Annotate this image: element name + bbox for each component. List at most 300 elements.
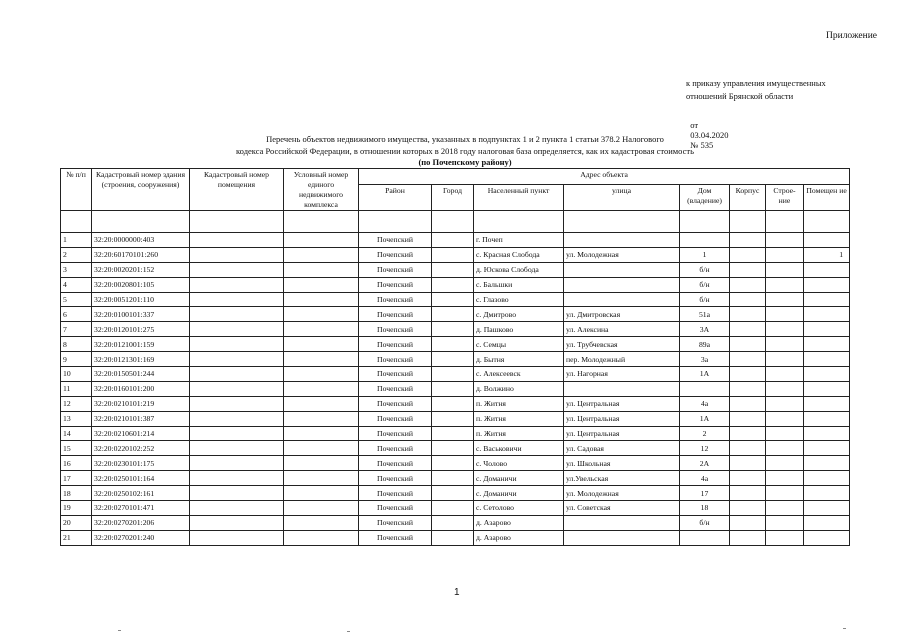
cell-settlement: с. Доманичи: [474, 471, 564, 486]
table-row: [61, 307, 850, 322]
cell-row-number: 18: [61, 486, 92, 501]
header-korpus: Корпус: [730, 184, 766, 210]
cell-building: [766, 411, 804, 426]
cell-house: 2: [680, 426, 730, 441]
cell-row-number: 5: [61, 292, 92, 307]
cell-house: 12: [680, 441, 730, 456]
cell-room: [804, 441, 850, 456]
cell-room-cadastral-number: [190, 441, 284, 456]
cell-room: [804, 367, 850, 382]
cell-district: Почепский: [359, 233, 432, 248]
cell-cadastral-number: 32:20:0020201:152: [92, 262, 190, 277]
cell-korpus: [730, 456, 766, 471]
cell-settlement: д. Пашково: [474, 322, 564, 337]
header-building: Строе-ние: [766, 184, 804, 210]
scan-artifact: [843, 628, 846, 629]
table-row: [61, 426, 850, 441]
table-row: [61, 277, 850, 292]
document-title-line-3: (по Почепскому району): [418, 157, 512, 167]
table-row: [61, 262, 850, 277]
cell-room: [804, 352, 850, 367]
cell-conditional-number: [284, 367, 359, 382]
cell-street: ул. Центральная: [564, 426, 680, 441]
table-row: [61, 486, 850, 501]
table-row: [61, 411, 850, 426]
cell-room: 1: [804, 247, 850, 262]
cell-district: Почепский: [359, 292, 432, 307]
cell-street: [564, 381, 680, 396]
cell-cadastral-number: 32:20:0121001:159: [92, 337, 190, 352]
cell-building: [766, 247, 804, 262]
table-row: [61, 396, 850, 411]
table-row: [61, 292, 850, 307]
cell-district: Почепский: [359, 530, 432, 545]
cell-house: 1А: [680, 367, 730, 382]
cell-row-number: 12: [61, 396, 92, 411]
cell-settlement: с. Алексеевск: [474, 367, 564, 382]
header-conditional-number: Условный номер единого недвижимого комплекса: [284, 169, 359, 211]
cell-house: б/н: [680, 262, 730, 277]
cell-cadastral-number: 32:20:0150501:244: [92, 367, 190, 382]
cell-row-number: 2: [61, 247, 92, 262]
cell-house: 4а: [680, 471, 730, 486]
cell-room-cadastral-number: [190, 247, 284, 262]
cell-cadastral-number: 32:20:0250101:164: [92, 471, 190, 486]
cell-street: ул. Школьная: [564, 456, 680, 471]
cell-building: [766, 381, 804, 396]
cell-district: Почепский: [359, 381, 432, 396]
cell-korpus: [730, 322, 766, 337]
cell-conditional-number: [284, 292, 359, 307]
cell-district: Почепский: [359, 426, 432, 441]
cell-cadastral-number: 32:20:0270201:206: [92, 515, 190, 530]
cell-room-cadastral-number: [190, 337, 284, 352]
cell-settlement: с. Сетолово: [474, 501, 564, 516]
cell-city: [432, 456, 474, 471]
cell-building: [766, 307, 804, 322]
cell-building: [766, 441, 804, 456]
cell-district: Почепский: [359, 322, 432, 337]
cell-room: [804, 515, 850, 530]
cell-settlement: п. Житня: [474, 426, 564, 441]
cell-conditional-number: [284, 233, 359, 248]
cell-district: Почепский: [359, 515, 432, 530]
cell-cadastral-number: 32:20:0210101:387: [92, 411, 190, 426]
table-row: [61, 441, 850, 456]
cell-settlement: д. Бытня: [474, 352, 564, 367]
cell-room: [804, 292, 850, 307]
cell-district: Почепский: [359, 277, 432, 292]
cell-city: [432, 441, 474, 456]
cell-city: [432, 501, 474, 516]
cell-street: ул. Трубчевская: [564, 337, 680, 352]
cell-district: Почепский: [359, 262, 432, 277]
cell-conditional-number: [284, 441, 359, 456]
cell-house: [680, 530, 730, 545]
cell-cadastral-number: 32:20:0020801:105: [92, 277, 190, 292]
cell-city: [432, 471, 474, 486]
table-row: [61, 515, 850, 530]
header-room: Помещен ие: [804, 184, 850, 210]
cell-room: [804, 262, 850, 277]
page-number: 1: [454, 587, 460, 598]
cell-building: [766, 471, 804, 486]
cell-settlement: д. Юскова Слобода: [474, 262, 564, 277]
cell-cadastral-number: 32:20:0160101:200: [92, 381, 190, 396]
cell-room-cadastral-number: [190, 486, 284, 501]
header-address: Адрес объекта: [359, 169, 850, 185]
cell-district: Почепский: [359, 471, 432, 486]
cell-house: б/н: [680, 292, 730, 307]
cell-room-cadastral-number: [190, 456, 284, 471]
cell-district: Почепский: [359, 247, 432, 262]
cell-conditional-number: [284, 352, 359, 367]
order-line-2: отношений Брянской области: [686, 91, 794, 101]
cell-conditional-number: [284, 471, 359, 486]
cell-row-number: 20: [61, 515, 92, 530]
cell-street: [564, 233, 680, 248]
cell-row-number: 21: [61, 530, 92, 545]
header-city: Город: [432, 184, 474, 210]
cell-room: [804, 307, 850, 322]
cell-house: 3а: [680, 352, 730, 367]
cell-settlement: с. Васьковичи: [474, 441, 564, 456]
cell-room: [804, 530, 850, 545]
cell-row-number: 10: [61, 367, 92, 382]
scan-artifact: [347, 631, 350, 632]
cell-house: 17: [680, 486, 730, 501]
table-row: [61, 471, 850, 486]
cell-cadastral-number: 32:20:0270101:471: [92, 501, 190, 516]
cell-street: ул. Центральная: [564, 411, 680, 426]
cell-korpus: [730, 292, 766, 307]
cell-street: ул. Дмитровская: [564, 307, 680, 322]
cell-building: [766, 501, 804, 516]
table-row: [61, 337, 850, 352]
cell-row-number: 19: [61, 501, 92, 516]
cell-conditional-number: [284, 501, 359, 516]
cell-row-number: 14: [61, 426, 92, 441]
cell-building: [766, 530, 804, 545]
cell-settlement: д. Азарово: [474, 515, 564, 530]
cell-building: [766, 233, 804, 248]
cell-conditional-number: [284, 456, 359, 471]
cell-room-cadastral-number: [190, 381, 284, 396]
cell-house: 3А: [680, 322, 730, 337]
cell-room-cadastral-number: [190, 352, 284, 367]
cell-conditional-number: [284, 381, 359, 396]
cell-row-number: 11: [61, 381, 92, 396]
cell-city: [432, 381, 474, 396]
cell-row-number: 7: [61, 322, 92, 337]
cell-building: [766, 456, 804, 471]
cell-conditional-number: [284, 307, 359, 322]
table-row: [61, 322, 850, 337]
cell-row-number: 3: [61, 262, 92, 277]
cell-city: [432, 233, 474, 248]
cell-city: [432, 307, 474, 322]
cell-street: ул. Молодежная: [564, 247, 680, 262]
cell-row-number: 16: [61, 456, 92, 471]
cell-cadastral-number: 32:20:0270201:240: [92, 530, 190, 545]
cell-street: [564, 530, 680, 545]
cell-settlement: п. Житня: [474, 396, 564, 411]
cell-city: [432, 322, 474, 337]
cell-korpus: [730, 307, 766, 322]
cell-city: [432, 262, 474, 277]
cell-city: [432, 337, 474, 352]
cell-room: [804, 322, 850, 337]
cell-district: Почепский: [359, 307, 432, 322]
cell-cadastral-number: 32:20:60170101:260: [92, 247, 190, 262]
cell-building: [766, 262, 804, 277]
cell-building: [766, 352, 804, 367]
cell-city: [432, 367, 474, 382]
cell-room-cadastral-number: [190, 411, 284, 426]
cell-korpus: [730, 441, 766, 456]
cell-house: [680, 381, 730, 396]
cell-city: [432, 411, 474, 426]
cell-house: б/н: [680, 277, 730, 292]
cell-city: [432, 247, 474, 262]
cell-room-cadastral-number: [190, 322, 284, 337]
cell-cadastral-number: 32:20:0250102:161: [92, 486, 190, 501]
cell-settlement: с. Бальшки: [474, 277, 564, 292]
cell-row-number: 17: [61, 471, 92, 486]
cell-korpus: [730, 352, 766, 367]
cell-room: [804, 486, 850, 501]
header-house: Дом (владение): [680, 184, 730, 210]
cell-korpus: [730, 501, 766, 516]
table-row: [61, 247, 850, 262]
cell-district: Почепский: [359, 501, 432, 516]
cell-conditional-number: [284, 262, 359, 277]
cell-row-number: 1: [61, 233, 92, 248]
property-table: [60, 168, 850, 546]
table-row: [61, 530, 850, 545]
cell-korpus: [730, 515, 766, 530]
cell-house: б/н: [680, 515, 730, 530]
cell-street: ул. Советская: [564, 501, 680, 516]
cell-street: [564, 277, 680, 292]
cell-row-number: 13: [61, 411, 92, 426]
cell-city: [432, 426, 474, 441]
cell-cadastral-number: 32:20:0100101:337: [92, 307, 190, 322]
cell-settlement: с. Красная Слобода: [474, 247, 564, 262]
cell-room: [804, 396, 850, 411]
table-row: [61, 456, 850, 471]
cell-house: 51а: [680, 307, 730, 322]
cell-korpus: [730, 247, 766, 262]
cell-room-cadastral-number: [190, 262, 284, 277]
cell-korpus: [730, 277, 766, 292]
cell-row-number: 9: [61, 352, 92, 367]
cell-building: [766, 396, 804, 411]
cell-conditional-number: [284, 337, 359, 352]
cell-room: [804, 233, 850, 248]
cell-room: [804, 411, 850, 426]
cell-cadastral-number: 32:20:0000000:403: [92, 233, 190, 248]
date-prefix: от: [690, 120, 699, 130]
table-row: [61, 233, 850, 248]
cell-room: [804, 337, 850, 352]
cell-building: [766, 367, 804, 382]
cell-room: [804, 501, 850, 516]
cell-city: [432, 515, 474, 530]
cell-settlement: с. Семцы: [474, 337, 564, 352]
cell-building: [766, 426, 804, 441]
cell-district: Почепский: [359, 396, 432, 411]
cell-city: [432, 486, 474, 501]
table-row: [61, 501, 850, 516]
cell-district: Почепский: [359, 367, 432, 382]
table-row: [61, 381, 850, 396]
table-row: [61, 352, 850, 367]
cell-settlement: д. Волжино: [474, 381, 564, 396]
cell-room-cadastral-number: [190, 426, 284, 441]
table-row: [61, 367, 850, 382]
cell-room-cadastral-number: [190, 501, 284, 516]
cell-house: 2А: [680, 456, 730, 471]
cell-settlement: п. Житня: [474, 411, 564, 426]
cell-korpus: [730, 530, 766, 545]
cell-settlement: с. Доманичи: [474, 486, 564, 501]
cell-room: [804, 456, 850, 471]
cell-korpus: [730, 396, 766, 411]
document-title-line-2: кодекса Российской Федерации, в отношении которых в 2018 году налоговая база определяется, как их кадастровая стоимость: [235, 146, 694, 156]
cell-settlement: г. Почеп: [474, 233, 564, 248]
cell-conditional-number: [284, 530, 359, 545]
cell-street: ул. Садовая: [564, 441, 680, 456]
cell-room-cadastral-number: [190, 292, 284, 307]
cell-row-number: 6: [61, 307, 92, 322]
cell-street: [564, 262, 680, 277]
cell-settlement: д. Азарово: [474, 530, 564, 545]
cell-cadastral-number: 32:20:0210101:219: [92, 396, 190, 411]
cell-korpus: [730, 337, 766, 352]
cell-district: Почепский: [359, 411, 432, 426]
order-date: 03.04.2020: [690, 130, 729, 140]
cell-korpus: [730, 233, 766, 248]
cell-korpus: [730, 411, 766, 426]
cell-row-number: 8: [61, 337, 92, 352]
scan-artifact: [118, 630, 121, 631]
cell-conditional-number: [284, 277, 359, 292]
cell-street: пер. Молодежный: [564, 352, 680, 367]
cell-building: [766, 322, 804, 337]
appendix-label: Приложение: [826, 31, 877, 41]
cell-room-cadastral-number: [190, 367, 284, 382]
order-line-1: к приказу управления имущественных: [686, 78, 826, 88]
cell-cadastral-number: 32:20:0120101:275: [92, 322, 190, 337]
cell-conditional-number: [284, 426, 359, 441]
cell-conditional-number: [284, 247, 359, 262]
cell-korpus: [730, 262, 766, 277]
cell-city: [432, 277, 474, 292]
cell-city: [432, 352, 474, 367]
cell-settlement: с. Чолово: [474, 456, 564, 471]
header-num: № п/п: [61, 169, 92, 211]
header-street: улица: [564, 184, 680, 210]
order-number: № 535: [690, 140, 714, 150]
cell-street: ул. Нагорная: [564, 367, 680, 382]
cell-room: [804, 471, 850, 486]
cell-street: ул. Центральная: [564, 396, 680, 411]
cell-building: [766, 486, 804, 501]
cell-korpus: [730, 381, 766, 396]
cell-house: [680, 233, 730, 248]
cell-city: [432, 530, 474, 545]
cell-korpus: [730, 367, 766, 382]
cell-cadastral-number: 32:20:0230101:175: [92, 456, 190, 471]
cell-settlement: с. Дмитрово: [474, 307, 564, 322]
cell-city: [432, 292, 474, 307]
cell-room: [804, 277, 850, 292]
cell-row-number: 15: [61, 441, 92, 456]
cell-conditional-number: [284, 486, 359, 501]
cell-street: ул. Молодежная: [564, 486, 680, 501]
header-settlement: Населенный пункт: [474, 184, 564, 210]
cell-district: Почепский: [359, 486, 432, 501]
cell-street: [564, 515, 680, 530]
cell-street: [564, 292, 680, 307]
cell-cadastral-number: 32:20:0220102:252: [92, 441, 190, 456]
cell-room: [804, 381, 850, 396]
cell-cadastral-number: 32:20:0121301:169: [92, 352, 190, 367]
header-cadastral-building: Кадастровый номер здания (строения, сооружения): [92, 169, 190, 211]
document-title-line-1: Перечень объектов недвижимого имущества, указанных в подпунктах 1 и 2 пункта 1 статьи 378.2 Налогового: [266, 134, 664, 144]
cell-conditional-number: [284, 322, 359, 337]
cell-room: [804, 426, 850, 441]
cell-settlement: с. Глазово: [474, 292, 564, 307]
cell-house: 18: [680, 501, 730, 516]
cell-korpus: [730, 486, 766, 501]
cell-district: Почепский: [359, 441, 432, 456]
cell-room-cadastral-number: [190, 530, 284, 545]
cell-room-cadastral-number: [190, 307, 284, 322]
cell-cadastral-number: 32:20:0210601:214: [92, 426, 190, 441]
header-spacer-row: [61, 211, 850, 233]
header-district: Район: [359, 184, 432, 210]
cell-conditional-number: [284, 396, 359, 411]
cell-city: [432, 396, 474, 411]
cell-cadastral-number: 32:20:0051201:110: [92, 292, 190, 307]
cell-korpus: [730, 471, 766, 486]
cell-room-cadastral-number: [190, 277, 284, 292]
cell-building: [766, 337, 804, 352]
cell-room-cadastral-number: [190, 515, 284, 530]
cell-house: 4а: [680, 396, 730, 411]
cell-row-number: 4: [61, 277, 92, 292]
cell-house: 89а: [680, 337, 730, 352]
cell-district: Почепский: [359, 352, 432, 367]
cell-house: 1А: [680, 411, 730, 426]
cell-building: [766, 292, 804, 307]
cell-street: ул.Увельская: [564, 471, 680, 486]
cell-house: 1: [680, 247, 730, 262]
cell-district: Почепский: [359, 456, 432, 471]
cell-korpus: [730, 426, 766, 441]
cell-room-cadastral-number: [190, 233, 284, 248]
header-cadastral-room: Кадастровый номер помещения: [190, 169, 284, 211]
cell-building: [766, 515, 804, 530]
cell-building: [766, 277, 804, 292]
cell-district: Почепский: [359, 337, 432, 352]
cell-street: ул. Алексина: [564, 322, 680, 337]
cell-room-cadastral-number: [190, 471, 284, 486]
cell-room-cadastral-number: [190, 396, 284, 411]
cell-conditional-number: [284, 515, 359, 530]
